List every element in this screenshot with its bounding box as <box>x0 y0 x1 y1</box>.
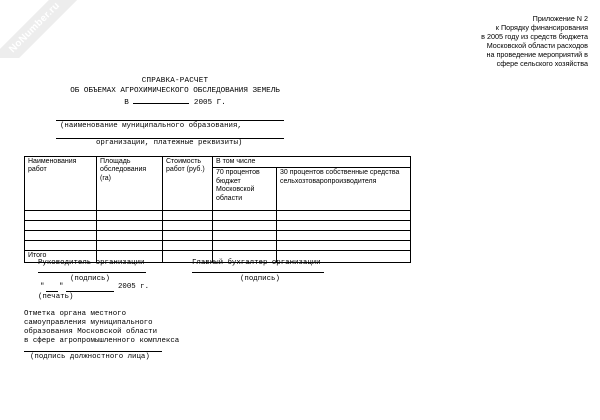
table-row <box>25 231 411 241</box>
header-including: В том числе <box>213 157 411 168</box>
appendix-line: Приложение N 2 <box>532 14 588 23</box>
watermark <box>0 0 100 58</box>
municipal-caption: (наименование муниципального образования, <box>60 122 242 130</box>
table-row <box>25 241 411 251</box>
official-signature-line <box>24 351 162 352</box>
accountant-signature-line <box>192 272 324 273</box>
head-signature-line <box>38 272 146 273</box>
appendix-line: в 2005 году из средств бюджета <box>481 32 588 41</box>
calculation-table <box>24 156 411 263</box>
appendix-note <box>338 14 588 68</box>
header-work: Наименования работ <box>25 157 97 211</box>
footer-line: Отметка органа местного <box>24 310 127 318</box>
appendix-line: к Порядку финансирования <box>495 23 588 32</box>
document-title <box>0 76 350 108</box>
footer-line: самоуправления муниципального <box>24 319 153 327</box>
appendix-line: Московской области расходов <box>486 41 588 50</box>
date-year: 2005 г. <box>118 283 150 291</box>
table-row <box>25 221 411 231</box>
org-caption: организации, платежные реквизиты) <box>96 139 243 147</box>
footer-line: в сфере агропромышленного комплекса <box>24 337 180 345</box>
head-sign-caption: (подпись) <box>70 275 110 283</box>
head-label: Руководитель организации <box>38 259 145 267</box>
date-day-blank <box>46 291 58 292</box>
title-suffix: 2005 Г. <box>193 99 226 107</box>
header-budget70: 70 процентов бюджет Московской области <box>213 168 277 211</box>
stamp-caption: (печать) <box>38 293 74 301</box>
title-prefix: В <box>124 99 129 107</box>
title-line-3 <box>0 96 350 108</box>
header-own30: 30 процентов собственные средства сельхозтоваропроизводителя <box>277 168 411 211</box>
municipal-line <box>56 120 284 121</box>
date-open-quote: " <box>40 283 45 291</box>
table-row <box>25 211 411 221</box>
footer-line: образования Московской области <box>24 328 158 336</box>
official-sign-caption: (подпись должностного лица) <box>30 353 150 361</box>
accountant-sign-caption: (подпись) <box>240 275 280 283</box>
appendix-line: на проведение мероприятий в <box>486 50 588 59</box>
total-label: Итого <box>25 251 97 262</box>
header-area: Площадь обследования (га) <box>97 157 163 211</box>
date-close-quote: " <box>59 283 64 291</box>
table-header-row <box>25 157 411 168</box>
accountant-label: Главный бухгалтер организации <box>192 259 321 267</box>
title-line-2: ОБ ОБЪЕМАХ АГРОХИМИЧЕСКОГО ОБСЛЕДОВАНИЯ ЗЕМЕЛЬ <box>70 87 280 95</box>
title-line-1: СПРАВКА-РАСЧЕТ <box>141 77 209 85</box>
appendix-line: сфере сельского хозяйства <box>496 59 588 68</box>
watermark-text: NoNumber.ru <box>0 0 95 58</box>
date-month-blank <box>66 291 114 292</box>
year-blank <box>133 96 189 104</box>
header-cost: Стоимость работ (руб.) <box>163 157 213 211</box>
